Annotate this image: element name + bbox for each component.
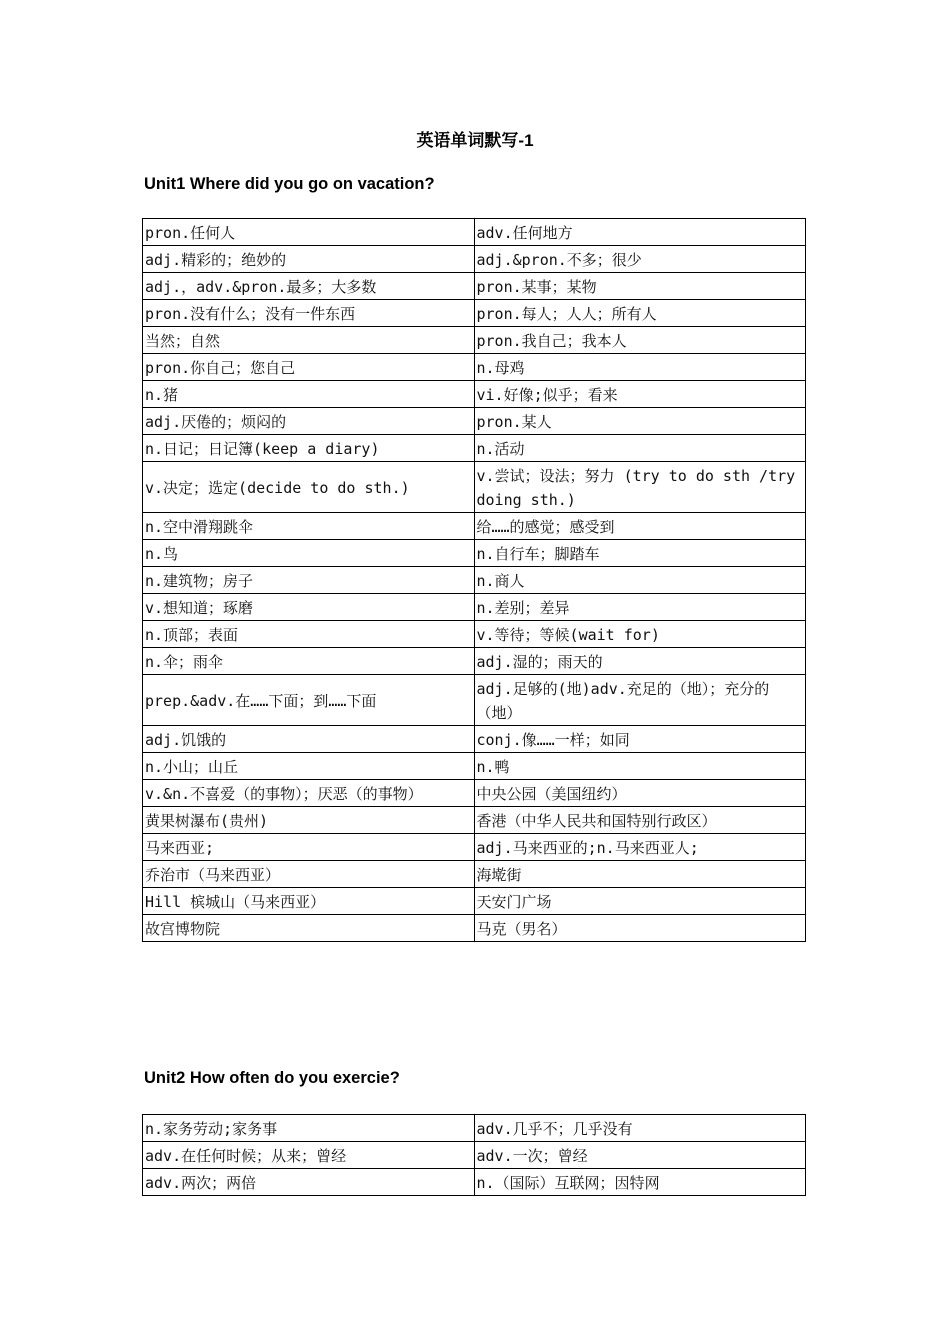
table-row [143,354,806,381]
table-row [143,219,806,246]
table-row [143,861,806,888]
vocab-cell: 海墘街 [474,861,806,888]
vocab-cell: 马来西亚; [143,834,475,861]
unit2-vocab-table [142,1114,806,1196]
vocab-cell: pron.没有什么；没有一件东西 [143,300,475,327]
table-row [143,513,806,540]
vocab-cell: pron.你自己；您自己 [143,354,475,381]
table-row [143,594,806,621]
table-row [143,834,806,861]
vocab-cell: v.&n.不喜爱（的事物）；厌恶（的事物） [143,780,475,807]
vocab-cell: prep.&adv.在……下面；到……下面 [143,675,475,726]
unit1-heading: Unit1 Where did you go on vacation? [144,175,435,193]
vocab-cell: 当然；自然 [143,327,475,354]
unit2-heading: Unit2 How often do you exercie? [144,1069,400,1087]
vocab-cell: v.想知道；琢磨 [143,594,475,621]
vocab-cell: Hill 槟城山（马来西亚） [143,888,475,915]
vocab-cell: adj.&pron.不多；很少 [474,246,806,273]
vocab-cell: n.猪 [143,381,475,408]
vocab-cell: n.小山；山丘 [143,753,475,780]
vocab-cell: v.等待；等候(wait for) [474,621,806,648]
vocab-cell: adv.任何地方 [474,219,806,246]
vocab-cell: n.家务劳动;家务事 [143,1115,475,1142]
table-row [143,621,806,648]
table-row [143,915,806,942]
vocab-cell: n.活动 [474,435,806,462]
vocab-cell: 黄果树瀑布(贵州) [143,807,475,834]
vocab-cell: adv.几乎不；几乎没有 [474,1115,806,1142]
table-row [143,1115,806,1142]
vocab-cell: pron.任何人 [143,219,475,246]
vocab-cell: adj.精彩的；绝妙的 [143,246,475,273]
vocab-cell: adj.马来西亚的;n.马来西亚人; [474,834,806,861]
vocab-cell: n.日记；日记簿(keep a diary) [143,435,475,462]
vocab-cell: adj.，adv.&pron.最多；大多数 [143,273,475,300]
vocab-cell: adv.两次；两倍 [143,1169,475,1196]
table-row [143,648,806,675]
vocab-cell: adj.厌倦的；烦闷的 [143,408,475,435]
table-row [143,567,806,594]
vocab-cell: 香港（中华人民共和国特别行政区） [474,807,806,834]
table-row [143,807,806,834]
table-row [143,753,806,780]
table-row [143,726,806,753]
vocab-cell: n.差别；差异 [474,594,806,621]
table-row [143,408,806,435]
table-row [143,327,806,354]
document-title: 英语单词默写-1 [416,131,534,150]
vocab-cell: 中央公园（美国纽约） [474,780,806,807]
table-row [143,435,806,462]
table-row [143,675,806,726]
vocab-cell: pron.某事；某物 [474,273,806,300]
table-row [143,300,806,327]
vocab-cell: n.鸟 [143,540,475,567]
table-row [143,1169,806,1196]
vocab-cell: n.顶部；表面 [143,621,475,648]
vocab-cell: n.（国际）互联网；因特网 [474,1169,806,1196]
vocab-cell: vi.好像;似乎；看来 [474,381,806,408]
table-row [143,246,806,273]
vocab-cell: adj.湿的；雨天的 [474,648,806,675]
vocab-cell: v.尝试；设法；努力 (try to do sth /try doing sth.) [474,462,806,513]
vocab-cell: 天安门广场 [474,888,806,915]
vocab-cell: n.自行车；脚踏车 [474,540,806,567]
vocab-cell: n.建筑物；房子 [143,567,475,594]
table-row [143,273,806,300]
vocab-cell: n.商人 [474,567,806,594]
vocab-cell: adj.足够的(地)adv.充足的（地）；充分的（地） [474,675,806,726]
vocab-cell: 给……的感觉；感受到 [474,513,806,540]
vocab-cell: n.母鸡 [474,354,806,381]
vocab-cell: adv.在任何时候；从来；曾经 [143,1142,475,1169]
vocab-cell: conj.像……一样；如同 [474,726,806,753]
vocab-cell: n.空中滑翔跳伞 [143,513,475,540]
vocab-cell: pron.我自己；我本人 [474,327,806,354]
table-row [143,780,806,807]
table-row [143,540,806,567]
unit1-vocab-table [142,218,806,942]
vocab-cell: pron.每人；人人；所有人 [474,300,806,327]
vocab-cell: adv.一次；曾经 [474,1142,806,1169]
table-row [143,381,806,408]
table-row [143,888,806,915]
vocab-cell: adj.饥饿的 [143,726,475,753]
vocab-cell: 马克（男名） [474,915,806,942]
table-row [143,1142,806,1169]
vocab-cell: n.鸭 [474,753,806,780]
table-row [143,462,806,513]
vocab-cell: n.伞；雨伞 [143,648,475,675]
vocab-cell: pron.某人 [474,408,806,435]
vocab-cell: 乔治市（马来西亚） [143,861,475,888]
vocab-cell: v.决定；选定(decide to do sth.) [143,462,475,513]
vocab-cell: 故宫博物院 [143,915,475,942]
